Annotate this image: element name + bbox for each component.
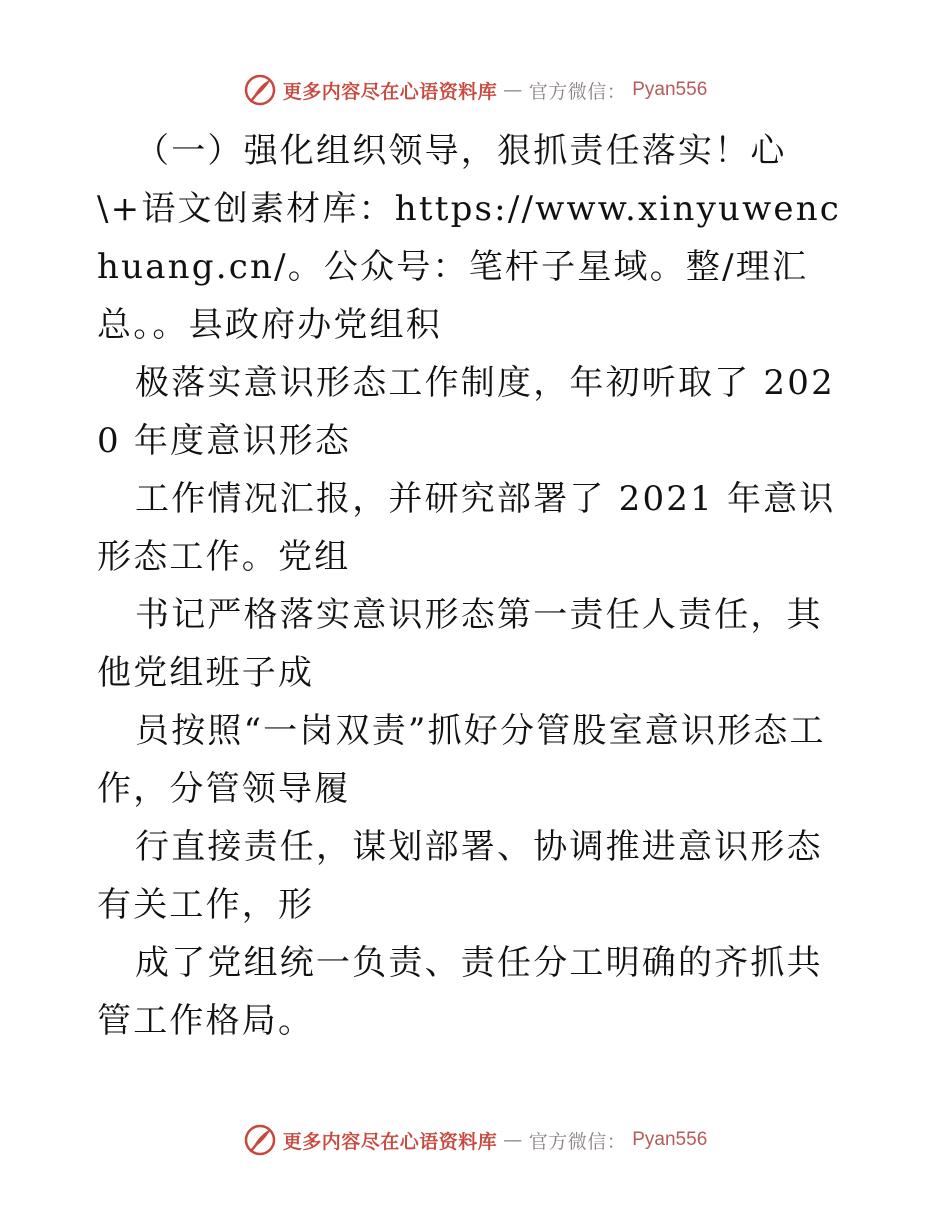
- watermark-wechat-id: Pyan556: [632, 1129, 708, 1150]
- paragraph-4: 书记严格落实意识形态第一责任人责任，其他党组班子成: [97, 595, 823, 693]
- watermark-official-label: 官方微信：: [528, 1130, 627, 1153]
- paragraph-2: 极落实意识形态工作制度，年初听取了 2020 年度意识形态: [97, 363, 835, 461]
- document-body: [97, 122, 857, 1050]
- watermark-dash: —: [503, 1129, 523, 1151]
- paragraph-5: 员按照“一岗双责”抓好分管股室意识形态工作，分管领导履: [97, 711, 826, 809]
- quill-logo-icon: [243, 73, 277, 107]
- paragraph-3: 工作情况汇报，并研究部署了 2021 年意识形态工作。党组: [97, 479, 836, 577]
- paragraph-6: 行直接责任，谋划部署、协调推进意识形态有关工作，形: [97, 827, 823, 925]
- watermark-main-text: 更多内容尽在心语资料库: [282, 1130, 498, 1153]
- paragraph-7: 成了党组统一负责、责任分工明确的齐抓共管工作格局。: [97, 943, 823, 1041]
- watermark-main-text: 更多内容尽在心语资料库: [282, 80, 498, 103]
- paragraph-1: （一）强化组织领导，狠抓责任落实！心\+语文创素材库：https://www.xinyuwenchuang.cn/。公众号：笔杆子星域。整/理汇总。。县政府办党组积: [97, 131, 842, 345]
- watermark-official-label: 官方微信：: [528, 80, 627, 103]
- footer-watermark-banner: [0, 1120, 950, 1160]
- watermark-wechat-id: Pyan556: [632, 79, 708, 100]
- watermark-dash: —: [503, 79, 523, 101]
- quill-logo-icon: [243, 1123, 277, 1157]
- header-watermark-banner: [0, 70, 950, 110]
